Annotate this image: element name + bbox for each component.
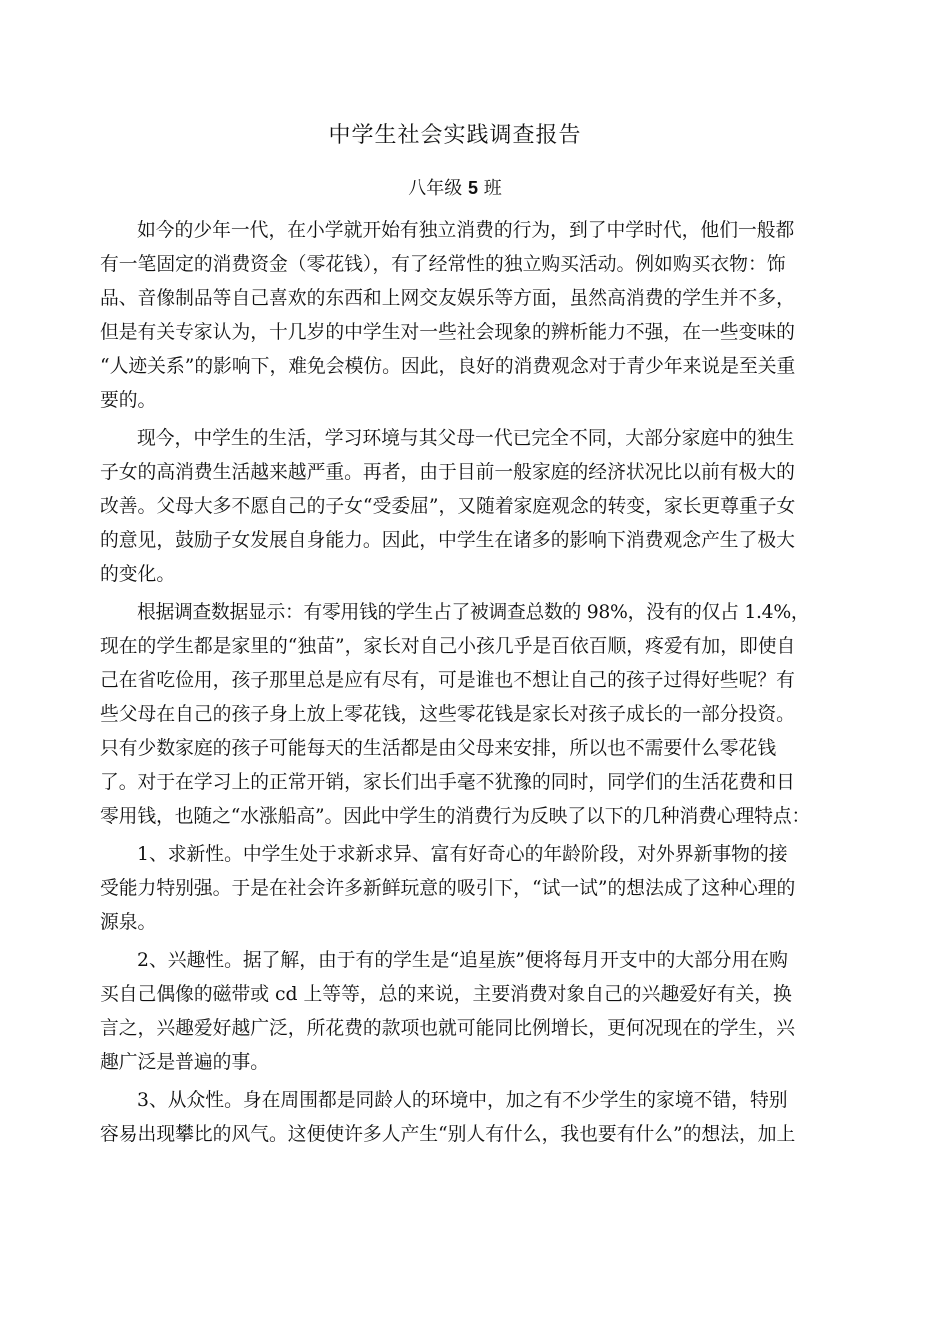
text-line: 的变化。 <box>100 564 176 585</box>
text-line: 只有少数家庭的孩子可能每天的生活都是由父母来安排，所以也不需要什么零花钱 <box>100 738 777 759</box>
paragraph-list <box>100 214 810 1152</box>
class-label <box>100 174 810 202</box>
text-line: 但是有关专家认为，十几岁的中学生对一些社会现象的辨析能力不强，在一些变味的 <box>100 322 795 343</box>
text-line: 品、音像制品等自己喜欢的东西和上网交友娱乐等方面，虽然高消费的学生并不多， <box>100 288 795 309</box>
class-number: 5 <box>467 178 478 198</box>
text-line: 零用钱，也随之“水涨船高”。因此中学生的消费行为反映了以下的几种消费心理特点： <box>100 806 810 827</box>
text-line: 1、求新性。中学生处于求新求异、富有好奇心的年龄阶段，对外界新事物的接 <box>137 844 788 865</box>
document-body <box>100 118 810 1156</box>
paragraph <box>100 838 810 940</box>
text-line: 2、兴趣性。据了解，由于有的学生是“追星族”便将每月开支中的大部分用在购 <box>137 950 788 971</box>
paragraph <box>100 422 810 592</box>
text-line: 源泉。 <box>100 912 157 933</box>
text-line: 己在省吃俭用，孩子那里总是应有尽有，可是谁也不想让自己的孩子过得好些呢？有 <box>100 670 795 691</box>
text-line: 有一笔固定的消费资金（零花钱），有了经常性的独立购买活动。例如购买衣物：饰 <box>100 254 786 275</box>
paragraph <box>100 214 810 418</box>
text-line: 改善。父母大多不愿自己的子女“受委屈”，又随着家庭观念的转变，家长更尊重子女 <box>100 496 796 517</box>
text-line: 子女的高消费生活越来越严重。再者，由于目前一般家庭的经济状况比以前有极大的 <box>100 462 795 483</box>
text-line: 现今，中学生的生活，学习环境与其父母一代已完全不同，大部分家庭中的独生 <box>137 428 795 449</box>
text-line: “人迹关系”的影响下，难免会模仿。因此，良好的消费观念对于青少年来说是至关重 <box>100 356 796 377</box>
text-line: 买自己偶像的磁带或 cd 上等等，总的来说，主要消费对象自己的兴趣爱好有关，换 <box>100 984 792 1005</box>
text-line: 些父母在自己的孩子身上放上零花钱，这些零花钱是家长对孩子成长的一部分投资。 <box>100 704 795 725</box>
text-line: 了。对于在学习上的正常开销，家长们出手毫不犹豫的同时，同学们的生活花费和日 <box>100 772 795 793</box>
text-line: 要的。 <box>100 390 157 411</box>
text-line: 容易出现攀比的风气。这便使许多人产生“别人有什么，我也要有什么”的想法，加上 <box>100 1124 796 1145</box>
class-suffix: 班 <box>483 178 502 199</box>
text-line: 如今的少年一代，在小学就开始有独立消费的行为，到了中学时代，他们一般都 <box>137 220 795 241</box>
text-line: 根据调查数据显示：有零用钱的学生占了被调查总数的 98%，没有的仅占 1.4%， <box>137 602 810 623</box>
text-line: 受能力特别强。于是在社会许多新鲜玩意的吸引下，“试一试”的想法成了这种心理的 <box>100 878 796 899</box>
text-line: 3、从众性。身在周围都是同龄人的环境中，加之有不少学生的家境不错，特别 <box>137 1090 788 1111</box>
text-line: 的意见，鼓励子女发展自身能力。因此，中学生在诸多的影响下消费观念产生了极大 <box>100 530 795 551</box>
paragraph <box>100 1084 810 1152</box>
page-title: 中学生社会实践调查报告 <box>328 123 582 148</box>
text-line: 现在的学生都是家里的“独苗”，家长对自己小孩几乎是百依百顺，疼爱有加，即使自 <box>100 636 796 657</box>
text-line: 趣广泛是普遍的事。 <box>100 1052 270 1073</box>
class-prefix: 八年级 <box>408 178 463 199</box>
paragraph <box>100 596 810 834</box>
text-line: 言之，兴趣爱好越广泛，所花费的款项也就可能同比例增长，更何况现在的学生，兴 <box>100 1018 795 1039</box>
paragraph <box>100 944 810 1080</box>
